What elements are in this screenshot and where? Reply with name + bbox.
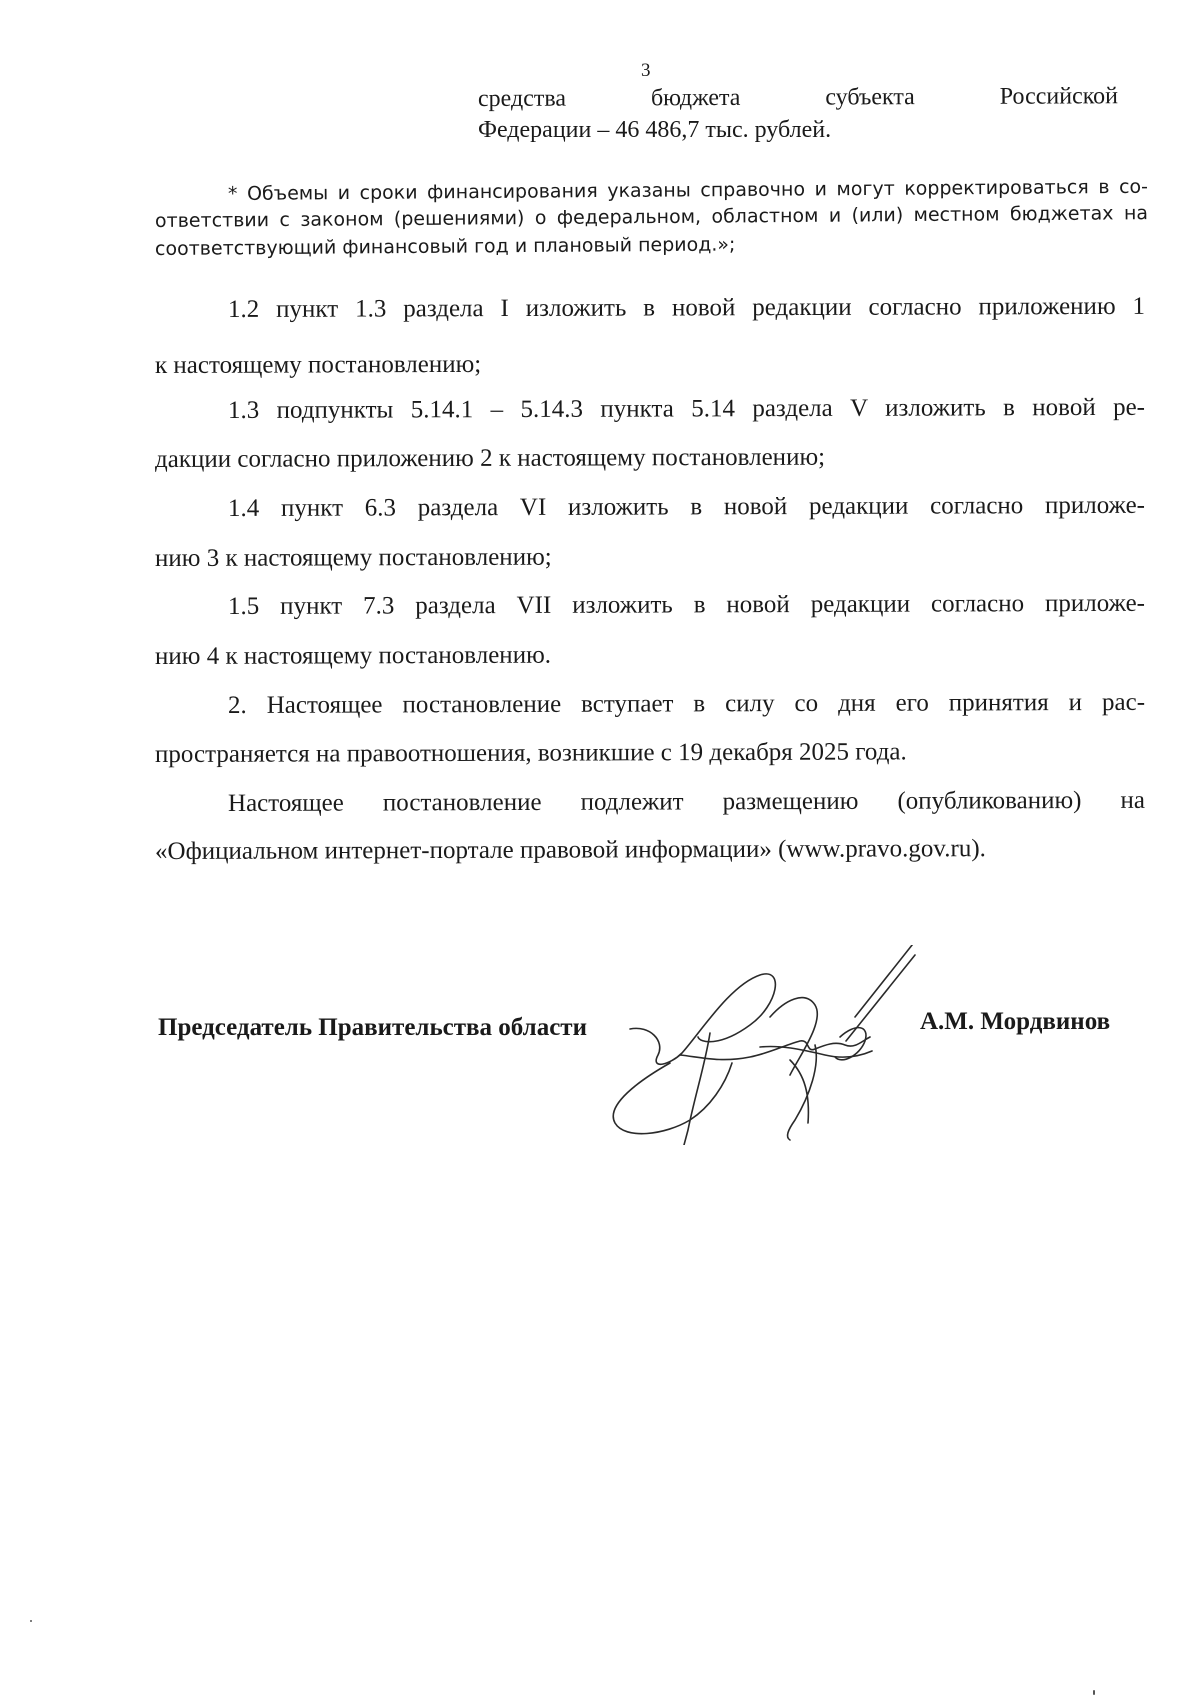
footnote-line: соответствующий финансовый год и плановый период.»; — [154, 233, 736, 260]
scan-speck — [30, 1620, 32, 1622]
paragraph-line: «Официальном интернет-портале правовой информации» (www.pravo.gov.ru). — [154, 835, 986, 865]
paragraph-line: дакции согласно приложению 2 к настоящему постановлению; — [154, 443, 826, 473]
budget-word: бюджета — [650, 84, 741, 112]
paragraph-line: Настоящее постановление подлежит размещению (опубликованию) на — [227, 786, 1146, 817]
budget-word: субъекта — [825, 84, 915, 111]
paragraph-line: нию 3 к настоящему постановлению; — [154, 543, 552, 572]
budget-word: средства — [477, 85, 567, 112]
paragraph-line: 1.2 пункт 1.3 раздела I изложить в новой редакции согласно приложению 1 — [227, 292, 1146, 323]
paragraph-line: пространяется на правоотношения, возникшие с 19 декабря 2025 года. — [154, 738, 907, 768]
budget-line-2: Федерации – 46 486,7 тыс. рублей. — [478, 117, 832, 143]
paragraph-line: 1.3 подпункты 5.14.1 – 5.14.3 пункта 5.14 раздела V изложить в новой ре- — [227, 393, 1146, 424]
signatory-title: Председатель Правительства области — [158, 1014, 587, 1041]
handwritten-signature — [610, 945, 960, 1145]
scan-speck — [1093, 1690, 1095, 1695]
budget-word: Российской — [999, 83, 1119, 110]
paragraph-line: нию 4 к настоящему постановлению. — [154, 641, 552, 670]
paragraph-line: 1.5 пункт 7.3 раздела VII изложить в новой редакции согласно приложе- — [227, 589, 1146, 620]
footnote-line: * Объемы и сроки финансирования указаны справочно и могут корректироваться в со- — [227, 175, 1149, 205]
signatory-name: А.М. Мордвинов — [920, 1008, 1111, 1035]
footnote-line: ответствии с законом (решениями) о федеральном, областном и (или) местном бюджетах на — [154, 202, 1149, 232]
page-number: 3 — [641, 60, 651, 81]
paragraph-line: к настоящему постановлению; — [154, 350, 482, 379]
paragraph-line: 1.4 пункт 6.3 раздела VI изложить в новой редакции согласно приложе- — [227, 491, 1146, 522]
budget-line-1 — [478, 83, 1118, 113]
paragraph-line: 2. Настоящее постановление вступает в силу со дня его принятия и рас- — [227, 688, 1146, 719]
